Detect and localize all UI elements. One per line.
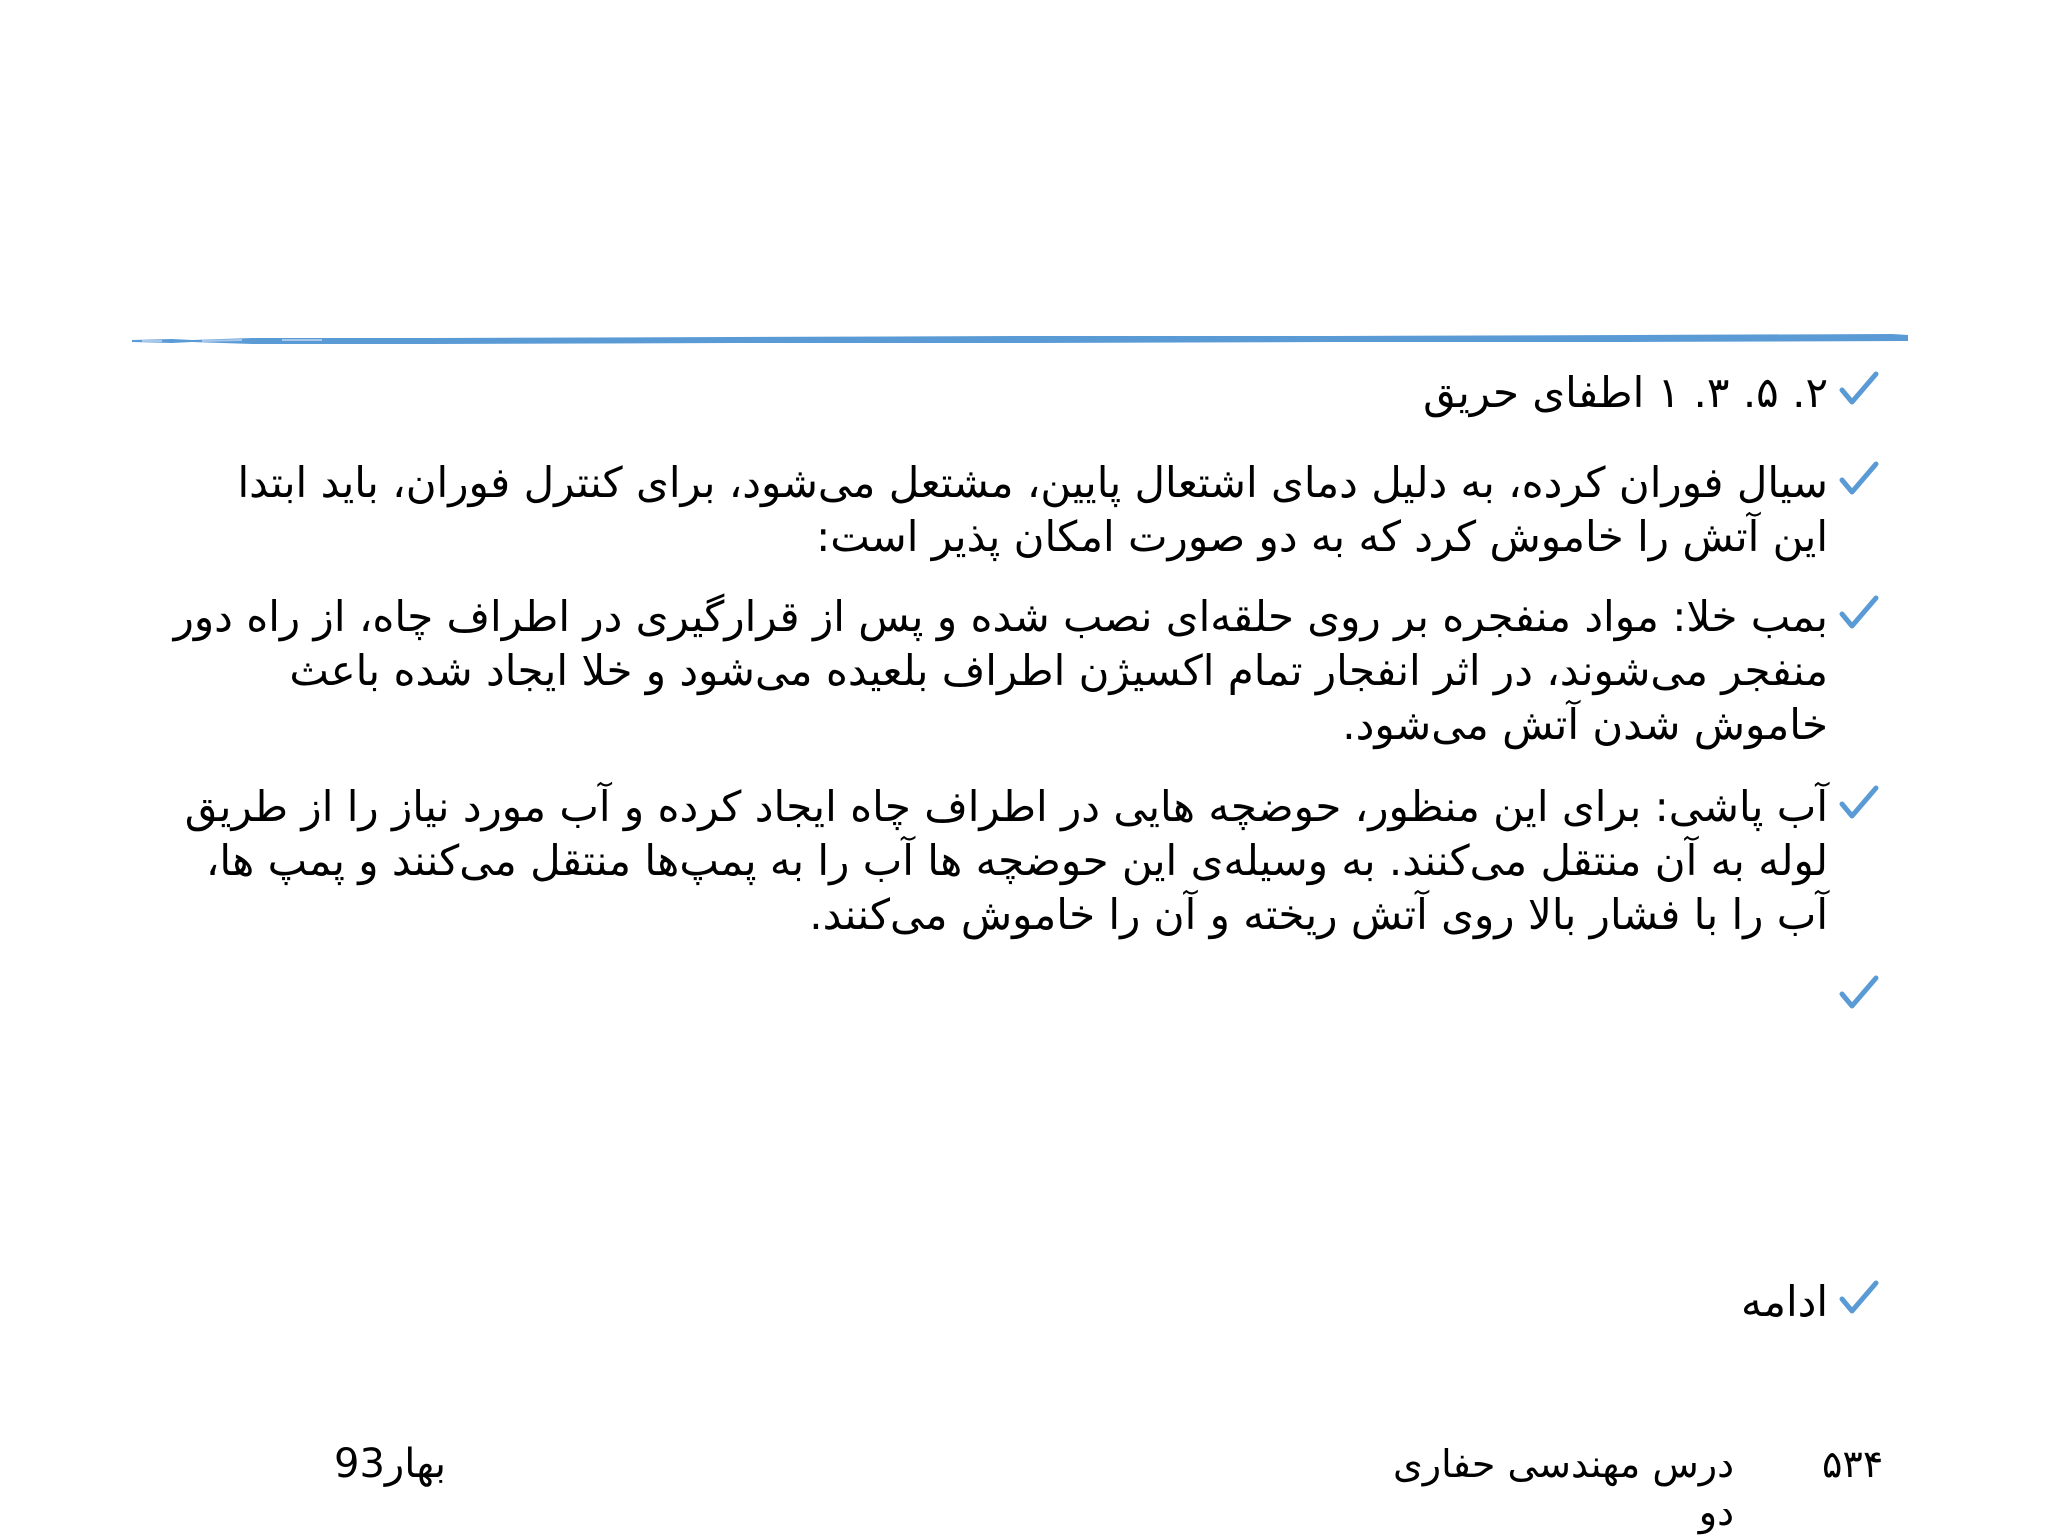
section-heading-text: ۲. ۵. ۳. ۱ اطفای حریق [1423,368,1828,417]
course-name: درس مهندسی حفاری دو [1393,1442,1734,1534]
bullet-text: بمب خلا: مواد منفجره بر روی حلقه‌ای نصب شده و پس از قرارگیری در اطراف چاه، از راه دور منفجر می‌شوند، در اثر انفجار تمام اکسیژن اطراف بلعیده می‌شود و خلا ایجاد شده باعث خاموش شدن آتش می‌شود. [173,592,1828,749]
bullet-text: سیال فوران کرده، به دلیل دمای اشتعال پایین، مشتعل می‌شود، برای کنترل فوران، باید ابتدا این آتش را خاموش کرد که به دو صورت امکان پذیر است: [237,458,1828,561]
bullet-item [170,590,1880,752]
bullet-text: آب پاشی: برای این منظور، حوضچه هایی در اطراف چاه ایجاد کرده و آب مورد نیاز را از طریق لوله به آن منتقل می‌کنند. به وسیله‌ی این حوضچه ها آب را به پمپ‌ها منتقل می‌کنند و پمپ ها، آب را با فشار بالا روی آتش ریخته و آن را خاموش می‌کنند. [184,782,1828,939]
bullet-item [170,456,1880,564]
section-heading [170,366,1880,420]
continue-label: ادامه [1740,1277,1828,1326]
bullet-item-empty [170,970,1880,1024]
continue-link[interactable] [118,1275,1880,1329]
checkmark-icon [1836,1277,1880,1321]
term-label: بهار93 [334,1441,446,1487]
checkmark-icon [1836,592,1880,636]
checkmark-icon [1836,458,1880,502]
checkmark-icon [1836,972,1880,1016]
checkmark-icon [1836,782,1880,826]
checkmark-icon [1836,368,1880,412]
bullet-item [170,780,1880,942]
page-number: ۵۳۴ [1822,1442,1884,1486]
slide-body [170,360,1880,1326]
title-divider-line [132,332,1908,346]
